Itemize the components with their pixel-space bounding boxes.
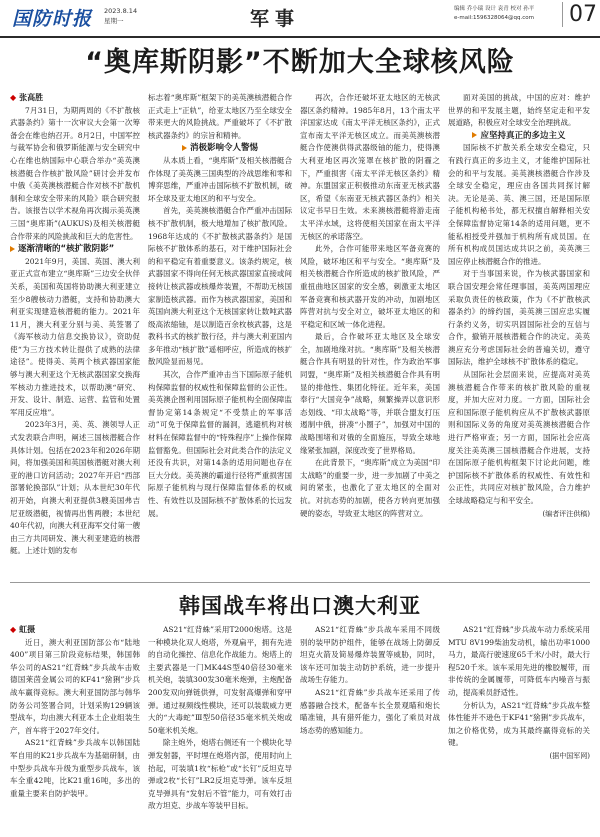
article1-paragraph: 在此背景下，“奥库斯”成立为美国“印太战略”的重要一步，进一步加剧了中美之间的紧张，也激化了亚太地区的全面对抗。对抗态势的加剧，使各方转向更加强硬的姿态，导致亚太地区的阵营对立。 bbox=[300, 458, 440, 518]
article1-paragraph: 此外，合作可能带来地区军备竞赛的风险，破坏地区和平与安全。“奥库斯”及相关核潜艇合作所造成的核扩散风险，严重扭曲地区国家的安全感，刺激亚太地区军备竞赛和核武器开发的冲动，加剧地区阵营对抗与安全对立，破坏亚太地区的和平稳定和区域一体化进程。 bbox=[300, 244, 440, 329]
article2-paragraph: AS21“红背蛛”步兵战车以韩国陆军自用的K21步兵战车为基础研制，由中型步兵战车升级为重型步兵战车，该车全重42吨，比K21重16吨，多出的重量主要来自防护装甲。 bbox=[10, 738, 140, 798]
article1-author: 张高胜 bbox=[19, 93, 44, 102]
article1-column-3 bbox=[300, 92, 440, 576]
article2-column-4 bbox=[448, 624, 590, 834]
article1-paragraph: 国际核不扩散关系全球安全稳定，只有践行真正的多边主义，才能维护国际社会的和平与发展。美英澳核潜艇合作涉及全球安全稳定，理应由各国共同探讨解决。无论是美、英、澳三国，还是国际原子能机构秘书处，都无权擅自解释相关安全保障监督协定第14条的适用问题，更不能私相授受并强加于机构所有成员国。在所有机构成员国达成共识之前，美英澳三国应停止核潜艇合作的推进。 bbox=[448, 143, 590, 266]
article2-column-2 bbox=[148, 624, 292, 834]
article2-paragraph: AS21“红背蛛”采用T2000炮塔。这是一种模块化双人炮塔，外观扁平，拥有先进的自动化操控、信息化作战能力。炮塔上的主要武器是一门MK44S型40倍径30毫米机关炮，装填300发30毫米炮弹，主炮配备200发双向弹链供弹，可发射高爆弹和穿甲弹。通过视频线性模块，还可以装载威力更大的“大毒蛇”Ⅲ型50倍径35毫米机关炮或50毫米机关炮。 bbox=[148, 625, 292, 735]
article1-paragraph: 其次，合作严重冲击当下国际原子能机构保障监督的权威性和保障监督的公正性。美英澳企图利用国际原子能机构全面保障监督协定第14条规定“不受禁止的军事活动”可免于保障监督的漏洞，逃避机构对核材料在保障监督中的“特殊程序”上操作保障监督豁免。但国际社会对此类合作的法定义还没有共识，对第14条的适用问题也存在巨大分歧。美英澳的霸道行径将严重损害国际原子能机构与现行保障监督体系的权威性、有效性以及国际核不扩散体系的长远发展。 bbox=[148, 370, 292, 518]
article2-paragraph: AS21“红背蛛”步兵战车还采用了传感器融合技术，配备车长全景观瞄和炮长瞄准镜，具有猎歼能力，强化了乘员对战场态势的感知能力。 bbox=[300, 687, 440, 735]
article2-paragraph: 分析认为，AS21“红背蛛”步兵战车整体性能并不逊色于KF41“猞猁”步兵战车，加之价格优势，成为其最终赢得竞标的关键。 bbox=[448, 700, 590, 748]
article1-paragraph: 再次，合作还破坏亚太地区的无核武器区条约精神。1985年8月，13个南太平洋国家达成《南太平洋无核区条约》，正式宣布南太平洋无核区成立。而美英澳核潜艇合作使澳供得武器级铀的能力，使得澳大利亚地区再次笼罩在核扩散的阴霾之下，严重损害《南太平洋无核区条约》精神。东盟国家正积极推动东南亚无核武器区，希望《东南亚无核武器区条约》相关议定书早日生效。未来澳核潜艇将游走南太平洋水域，这将使相关国家在南太平洋无核区的承诺落空。 bbox=[300, 93, 440, 241]
article2-paragraph: 近日，澳大利亚国防部公布“陆地400”项目第三阶段竞标结果，韩国韩华公司的AS21“红背蛛”步兵战车击败德国莱茵金属公司的KF41“猞猁”步兵战车赢得竞标。澳大利亚国防部与韩华防务公司签署合同，计划采购129辆该型战车，均由澳大利亚本土企业组装生产，首车将于2027年交付。 bbox=[10, 637, 140, 735]
article1-subhead-2: 消极影响令人警惕 bbox=[148, 142, 292, 155]
article1-paragraph: 对于当事国来说，作为核武器国家和联合国安理会常任理事国，美英两国理应采取负责任的核政策，作为《不扩散核武器条约》的缔约国，美英澳三国应忠实履行条约义务，切实巩固国际社会的互信与合作，撤销开展核潜艇合作的决定。美英澳应充分考虑国际社会的普遍关切，遵守国际法，维护全球核不扩散体系的稳定。 bbox=[448, 269, 590, 367]
editor-email: e-mail:1596328064@qq.com bbox=[454, 15, 534, 21]
article2-paragraph: 除主炮外，炮塔右侧还有一个模块化导弹发射器，平时埋在炮塔内部，使用时向上抬起，可装填1枚“标枪”或“长钉”反坦克导弹或2枚“长钉”LR2反坦克导弹。该车反坦克导弹具有“发射后不管”能力，可有效打击敌方坦克、步战车等装甲目标。 bbox=[148, 738, 292, 811]
newspaper-logo: 国防时报 bbox=[12, 8, 93, 30]
article1-column-1 bbox=[10, 92, 140, 576]
diamond-icon: ◆ bbox=[10, 93, 17, 102]
article1-paragraph: 面对美国的挑战，中国的应对：维护世界的和平发展主题，始终坚定走和平发展道路，积极应对全球安全治理挑战。 bbox=[448, 93, 590, 128]
article1-subhead-1: 逐渐清晰的“核扩散阴影” bbox=[10, 243, 140, 256]
section-divider bbox=[10, 582, 590, 583]
article2-headline: 韩国战车将出口澳大利亚 bbox=[179, 594, 421, 618]
triangle-bullet-icon bbox=[182, 145, 187, 151]
issue-date: 2023.8.14 bbox=[104, 7, 138, 15]
article2-column-1 bbox=[10, 624, 140, 834]
page-number: 07 bbox=[562, 2, 597, 27]
article1-paragraph: 从国际社会层面来说，应提高对美英澳核潜艇合作带来的核扩散风险的重视度，并加大应对力度。一方面，国际社会应和国际原子能机构应从不扩散核武器原则和国际义务的角度对美英澳核潜艇合作进行严格审查；另一方面，国际社会应高度关注美英澳三国核潜艇合作进展，支持在国际原子能机构框架下讨论此问题，维护国际核不扩散体系的权威性、有效性和公正性，共同应对核扩散风险，合力维护全球战略稳定与和平安全。 bbox=[448, 370, 590, 505]
article1-paragraph: 从本质上看，“奥库斯”及相关核潜艇合作体现了美英澳三国典型的冷战思维和零和博弈思维，严重冲击国际核不扩散机制，破坏全球及亚太地区的和平与安全。 bbox=[148, 155, 292, 203]
article2-paragraph: AS21“红背蛛”步兵战车采用不同级别的装甲防护组件，能够在战场上防御反坦克火箭及简易爆炸装置等威胁，同时，该车还可加装主动防护系统，进一步提升战场生存能力。 bbox=[300, 625, 440, 685]
editor-credits bbox=[454, 5, 554, 23]
article2-byline bbox=[10, 624, 140, 637]
article1-column-4 bbox=[448, 92, 590, 576]
article1-paragraph: 标志着“奥库斯”框架下的美英澳核潜艇合作正式走上“正轨”，给亚太地区乃至全球安全带来更大的风险挑战。严重破坏了《不扩散核武器条约》的宗旨和精神。 bbox=[148, 93, 292, 140]
page-header bbox=[0, 0, 600, 38]
article1-headline: “奥库斯阴影”不断加大全球核风险 bbox=[85, 47, 515, 78]
article2-column-3 bbox=[300, 624, 440, 834]
triangle-bullet-icon bbox=[10, 246, 15, 252]
section-title: 军事 bbox=[250, 8, 301, 30]
article1-paragraph: 2021年9月，美国、英国、澳大利亚正式宣布建立“奥库斯”三边安全伙伴关系，美国和英国将协助澳大利亚建立至少8艘核动力潜艇，支持和协助澳大利亚实现建造核潜艇的能力。2021年11月，澳大利亚分别与美、英签署了《海军核动力信息交换协议》，资助促使“为三方技术转让提供了成熟的法律途径”。使得美、英两个核武器国家能够与澳大利亚这个无核武器国家交换海军核动力推进技术，以帮助澳“研究、开发、设计、制造、运营、监管和处置军用反应堆”。 bbox=[10, 256, 140, 417]
triangle-bullet-icon bbox=[472, 132, 477, 138]
article1-subhead-3: 应坚持真正的多边主义 bbox=[448, 130, 590, 143]
issue-weekday: 星期一 bbox=[104, 17, 124, 25]
editor-names: 编辑 乔小瑞 设计 袁青 校对 孙平 bbox=[454, 6, 535, 12]
diamond-icon: ◆ bbox=[10, 625, 17, 634]
article2-author: 虹摄 bbox=[19, 625, 36, 634]
issue-date-block bbox=[104, 6, 137, 26]
article1-byline bbox=[10, 92, 140, 105]
article1-column-2 bbox=[148, 92, 292, 576]
article2-source-credit: (据中国军网) bbox=[549, 751, 590, 760]
article1-paragraph: 2023年3月，美、英、澳领导人正式发表联合声明，阐述三国核潜艇合作具体计划。包括在2023年和2026年期间，将加强美国和英国核潜艇对澳大利亚的港口访问活动；2027年开启“西部部署轮换部队”计划；从本世纪30年代初开始，向澳大利亚提供3艘美国弗吉尼亚级潜艇，视情再出售两艘；本世纪40年代初，向澳大利亚海军交付第一艘由三方共同研发、澳大利亚建造的核潜艇。上述计划的发布 bbox=[10, 420, 140, 556]
article2-paragraph: AS21“红背蛛”步兵战车动力系统采用MTU 8V199柴油发动机，输出功率1000马力，最高行驶速度65千米/小时，最大行程520千米。该车采用先进的橡胶履带，而非传统的金属履带，可降低车内噪音与振动，提高乘员舒适性。 bbox=[448, 625, 590, 697]
article1-paragraph: 最后，合作破坏亚太地区及全球安全，加剧地缘对抗。“奥库斯”及相关核潜艇合作具有明显的针对性，作为政治军事同盟，“奥库斯”及相关核潜艇合作具有明显的排他性、集团化特征。近年来，美国奉行“大国竞争”战略，频繁操弄以意识形态划线、“印太战略”等，并联合盟友打压遏制中俄，拼凑“小圈子”，加强对中国的战略围堵和对俄的全面施压，导致全球地缘紧张加剧，深度改变了世界格局。 bbox=[300, 332, 440, 455]
article1-source-credit: (编者评注供稿) bbox=[542, 509, 590, 518]
article1-paragraph: 首先，美英澳核潜艇合作严重冲击国际核不扩散机制，极大地增加了核扩散风险。1968年达成的《不扩散核武器条约》是国际核不扩散体系的基石，对于维护国际社会的和平稳定有着重要意义。该条约规定，核武器国家不得向任何无核武器国家直接或间接转让核武器或核爆炸装置，不帮助无核国家制造核武器。而作为核武器国家，美国和英国向澳大利亚这个无核国家转让数吨武器级高浓缩铀，是以制造百余枚核武器，这是教科书式的核扩散行径，并与澳大利亚国内多年推动“核扩散”遥相呼应，所造成的核扩散风险显而易见。 bbox=[148, 206, 292, 367]
article1-paragraph: 7月31日，为期两周的《不扩散核武器条约》第十一次审议大会第一次筹备会在维也纳召开。8月2日，中国军控与裁军协会和俄罗斯能源与安全研究中心在维也纳国际中心联合举办“美英澳核潜艇合作核扩散风险”研讨会并发布中俄《美英澳核潜艇合作对核不扩散机制和全球安全带来的风险》联合研究报告。该报告以学术视角再次揭示美英澳三国“奥库斯”(AUKUS)及相关核潜艇合作带来的风险挑战和巨大的危害性。 bbox=[10, 105, 140, 241]
